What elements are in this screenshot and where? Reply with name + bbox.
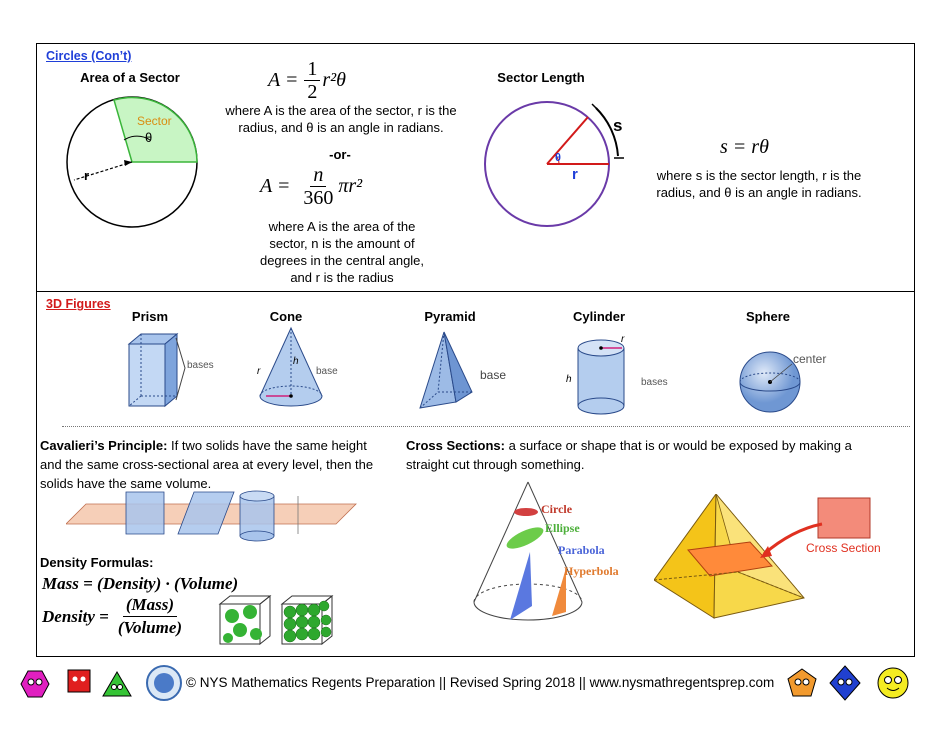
formula2-num: n (310, 164, 326, 187)
cylinder-r-label: r (621, 334, 625, 345)
cone-base-label: base (316, 366, 338, 377)
formula2-description: where A is the area of the sector, n is the amount of degrees in the central angle, and r is the radius (259, 219, 425, 285)
cross-sections-paragraph (406, 436, 896, 474)
formula2-rest: πr² (338, 175, 363, 197)
formula1-lhs: A = (268, 69, 299, 91)
or-label: -or- (329, 147, 351, 162)
formula2-den: 360 (303, 187, 334, 209)
prism-heading: Prism (131, 309, 169, 324)
cylinder-h-label: h (566, 374, 572, 385)
formula1-fraction (304, 58, 320, 103)
formula1-rest: r²θ (322, 69, 346, 91)
sector-length-theta-label: θ (555, 152, 561, 164)
formula1-num: 1 (304, 58, 320, 81)
density-cube-dense (280, 594, 334, 648)
formula2-lhs: A = (260, 175, 291, 197)
cylinder-bases-label: bases (641, 377, 668, 388)
section-divider (62, 426, 910, 427)
cone-heading: Cone (269, 309, 303, 324)
cone-h-label: h (293, 356, 299, 367)
prism-bases-bracket (175, 334, 187, 404)
sector-length-heading: Sector Length (497, 70, 585, 85)
triangle-face-icon (101, 670, 133, 698)
conic-ellipse-label: Ellipse (545, 521, 580, 535)
conic-circle-label: Circle (541, 502, 573, 516)
density-title: Density Formulas: (40, 555, 154, 570)
formula2-fraction (300, 164, 336, 209)
conic-hyperbola-label: Hyperbola (564, 564, 619, 578)
sector-length-description: where s is the sector length, r is the radius, and θ is an angle in radians. (656, 168, 862, 200)
sector-length-diagram (478, 94, 638, 234)
footer-text: © NYS Mathematics Regents Preparation || Revised Spring 2018 || www.nysmathregentsprep.com (186, 675, 775, 690)
diamond-face-icon (828, 664, 862, 702)
cylinder-figure (574, 336, 644, 420)
sphere-heading: Sphere (745, 309, 791, 324)
mass-formula: Mass = (Density) · (Volume) (42, 574, 239, 593)
formula1-description: where A is the area of the sector, r is the radius, and θ is an angle in radians. (225, 103, 457, 135)
area-formula-2 (260, 164, 362, 209)
pentagon-face-icon (786, 667, 818, 699)
circle-face-icon (876, 666, 910, 700)
sector-length-s-label: s (613, 116, 623, 135)
sphere-center-label: center (793, 352, 827, 366)
sector-length-formula: s = rθ (720, 136, 769, 158)
area-of-sector-heading: Area of a Sector (80, 70, 180, 85)
conic-parabola-label: Parabola (558, 543, 605, 557)
formula1-den: 2 (307, 81, 318, 103)
pyramid-base-label: base (480, 368, 507, 382)
density-num: (Mass) (125, 595, 175, 614)
circles-section-title[interactable]: Circles (Con’t) (46, 49, 132, 63)
pyramid-figure (416, 330, 476, 414)
pyramid-heading: Pyramid (424, 309, 476, 324)
density-formula (42, 594, 185, 639)
sector-theta-label: θ (145, 130, 153, 145)
sector-diagram (62, 92, 202, 232)
cavalieri-title: Cavalieri’s Principle: (40, 438, 168, 453)
cylinder-heading: Cylinder (572, 309, 625, 324)
cavalieri-paragraph (40, 436, 380, 493)
cross-section-label: Cross Section (806, 541, 881, 555)
area-formula-1 (268, 58, 346, 103)
density-fraction (115, 594, 185, 639)
density-cube-sparse (218, 594, 272, 648)
density-den: (Volume) (117, 618, 183, 637)
cavalieri-text: If two solids have the same height and the same cross-sectional area at every level, then the solids have the same volume. (40, 438, 374, 491)
sector-label: Sector (137, 114, 172, 128)
square-face-icon (66, 668, 92, 694)
cross-sections-title: Cross Sections: (406, 438, 505, 453)
cavalieri-diagram (66, 488, 366, 544)
sector-radius-label: r (84, 168, 90, 183)
figures-section-title[interactable]: 3D Figures (46, 297, 111, 311)
pyramid-cross-section-diagram (654, 494, 904, 624)
cone-r-label: r (257, 366, 261, 377)
regents-logo-icon (145, 664, 183, 702)
density-lhs: Density = (42, 606, 109, 626)
cross-sections-text: a surface or shape that is or would be exposed by making a straight cut through something. (406, 438, 852, 472)
sector-length-r-label: r (572, 166, 578, 183)
hexagon-face-icon (20, 669, 50, 699)
prism-bases-label: bases (187, 360, 214, 371)
